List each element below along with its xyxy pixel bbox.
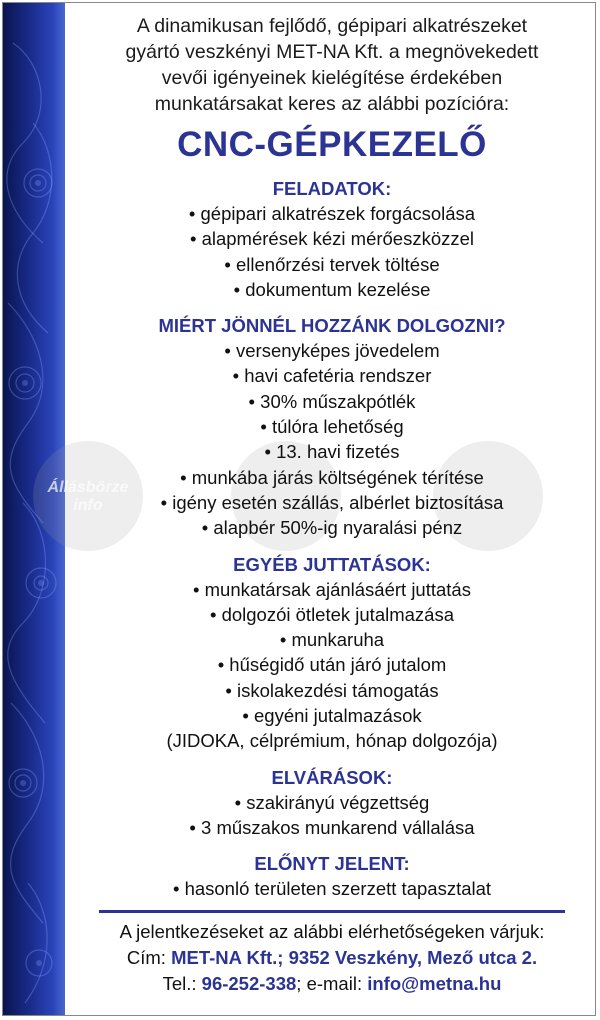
- task-list: [75, 201, 589, 302]
- list-item: • hűségidő után járó jutalom: [217, 654, 447, 676]
- intro-text: [75, 13, 589, 117]
- section-heading: FELADATOK:: [272, 178, 392, 199]
- divider-line: [99, 910, 565, 913]
- email-label: ; e-mail:: [296, 972, 368, 994]
- contact-address: [75, 945, 589, 971]
- phone-value: 96-252-338: [201, 972, 297, 994]
- watermark-logo: Állásbörze info: [33, 441, 143, 551]
- address-label: Cím:: [126, 946, 172, 968]
- section-other-benefits: [75, 553, 589, 754]
- list-item: • igény esetén szállás, albérlet biztosítása: [160, 491, 504, 513]
- section-requirements: [75, 766, 589, 841]
- list-item: • alapbér 50%-ig nyaralási pénz: [201, 517, 463, 539]
- list-item: • 13. havi fizetés: [264, 441, 400, 463]
- intro-line: A dinamikusan fejlődő, gépipari alkatrészeket: [136, 15, 528, 37]
- section-heading: EGYÉB JUTTATÁSOK:: [233, 553, 431, 575]
- email-link[interactable]: info@metna.hu: [367, 972, 502, 994]
- list-item: • dolgozói ötletek jutalmazása: [209, 603, 455, 625]
- benefits-list: [75, 338, 589, 540]
- decorative-side-band: [3, 3, 65, 1015]
- intro-line: munkatársakat keres az alábbi pozícióra:: [154, 93, 510, 115]
- list-item: • munkaruha: [279, 629, 385, 651]
- benefit-note: (JIDOKA, célprémium, hónap dolgozója): [166, 730, 498, 752]
- list-item: • egyéni jutalmazások: [242, 705, 422, 727]
- phone-label: Tel.:: [162, 972, 202, 994]
- paisley-pattern: [3, 3, 65, 1015]
- list-item: • 30% műszakpótlék: [248, 390, 416, 412]
- intro-line: gyártó veszkényi MET-NA Kft. a megnövekedett: [125, 41, 539, 63]
- advantages-list: [75, 876, 589, 901]
- list-item: • havi cafetéria rendszer: [232, 365, 432, 387]
- job-ad-frame: [2, 2, 596, 1016]
- contact-block: [75, 919, 589, 997]
- list-item: • ellenőrzési tervek töltése: [224, 253, 440, 275]
- requirements-list: [75, 790, 589, 841]
- contact-intro: A jelentkezéseket az alábbi elérhetőségeken várjuk:: [119, 920, 545, 942]
- list-item: • alapmérések kézi mérőeszközzel: [189, 228, 475, 250]
- list-item: • iskolakezdési támogatás: [225, 679, 439, 701]
- section-heading: MIÉRT JÖNNÉL HOZZÁNK DOLGOZNI?: [158, 315, 506, 337]
- list-item: • 3 műszakos munkarend vállalása: [189, 816, 475, 838]
- list-item: • dokumentum kezelése: [233, 278, 431, 300]
- job-title: CNC-GÉPKEZELŐ: [177, 125, 487, 164]
- other-benefits-list: [75, 577, 589, 729]
- list-item: • munkatársak ajánlásáért juttatás: [193, 578, 471, 600]
- section-advantages: [75, 852, 589, 901]
- list-item: • gépipari alkatrészek forgácsolása: [188, 203, 476, 224]
- list-item: • szakirányú végzettség: [234, 791, 430, 813]
- list-item: • versenyképes jövedelem: [224, 340, 440, 362]
- section-why-us: [75, 314, 589, 540]
- intro-line: vevői igényeinek kielégítése érdekében: [161, 67, 503, 89]
- list-item: • munkába járás költségének térítése: [180, 466, 484, 488]
- list-item: • hasonló területen szerzett tapasztalat: [172, 878, 492, 900]
- contact-phone-email: [75, 971, 589, 997]
- section-heading: ELŐNYT JELENT:: [254, 853, 410, 875]
- section-tasks: [75, 177, 589, 302]
- ad-content: [75, 3, 589, 1015]
- address-value: MET-NA Kft.; 9352 Veszkény, Mező utca 2.: [171, 946, 538, 968]
- list-item: • túlóra lehetőség: [260, 416, 404, 438]
- section-heading: ELVÁRÁSOK:: [271, 766, 393, 788]
